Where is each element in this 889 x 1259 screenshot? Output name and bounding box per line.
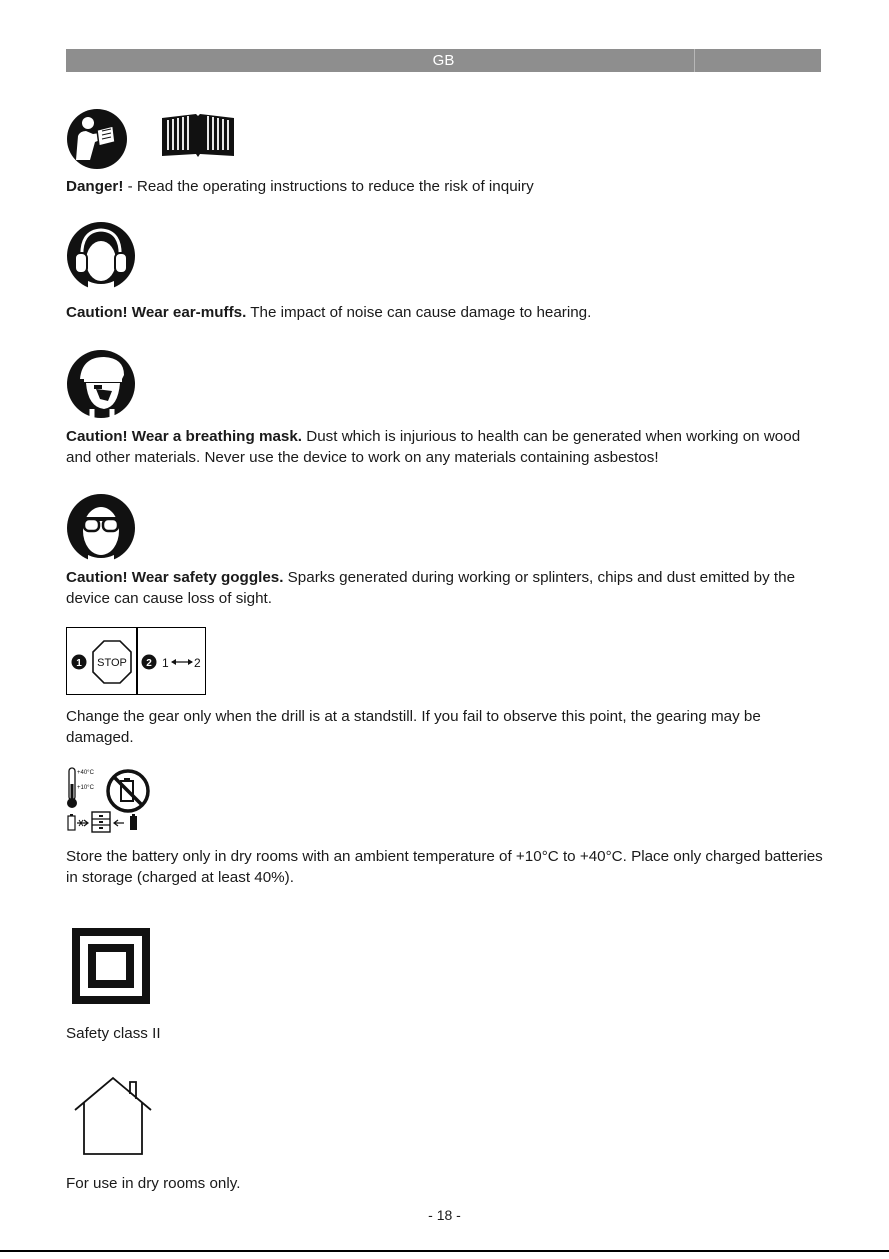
breathing-mask-body: Dust which is injurious to health can be generated when working on wood and other materials. Never use the device to work on any materials containing asbestos! [66, 428, 801, 466]
safety-goggles-text [66, 567, 826, 609]
temp-high-label: +40°C [77, 770, 94, 776]
manual-book-icon [160, 112, 236, 160]
bottom-border-line [0, 1250, 889, 1252]
gear-from-label: 1 [162, 656, 169, 670]
safety-goggles-body: Sparks generated during working or splinters, chips and dust emitted by the device can cause loss of sight. [66, 569, 796, 607]
gear-to-label: 2 [194, 656, 201, 670]
battery-storage-icon [66, 810, 142, 836]
breathing-mask-text [66, 426, 826, 468]
safety-class-text: Safety class II [66, 1025, 161, 1042]
house-icon [72, 1074, 154, 1156]
ear-muffs-label: Caution! Wear ear-muffs. [66, 304, 247, 321]
step-two-number: 2 [146, 658, 152, 669]
page-number: - 18 - [428, 1207, 461, 1223]
read-instructions-body: - Read the operating instructions to reduce the risk of inquiry [123, 178, 534, 195]
step-one-badge-icon [71, 654, 87, 670]
header-divider [694, 49, 695, 72]
thermometer-icon [66, 766, 108, 810]
gear-change-text: Change the gear only when the drill is at a standstill. If you fail to observe this point, the gearing may be damaged. [66, 708, 761, 746]
person-reading-icon [66, 108, 128, 170]
ear-muffs-icon [66, 221, 136, 291]
ear-muffs-body: The impact of noise can cause damage to hearing. [246, 304, 592, 321]
page-header-bar [66, 49, 821, 72]
battery-storage-text: Store the battery only in dry rooms with an ambient temperature of +10°C to +40°C. Place only charged batteries in storage (charged at least 40%). [66, 848, 823, 886]
language-code: GB [432, 52, 455, 69]
no-empty-battery-icon [106, 769, 150, 813]
read-instructions-text [66, 176, 826, 197]
safety-goggles-label: Caution! Wear safety goggles. [66, 569, 284, 586]
gear-change-diagram [66, 627, 206, 695]
breathing-mask-icon [66, 349, 136, 419]
step-two-badge-icon [141, 654, 157, 670]
stop-label: STOP [97, 657, 127, 669]
double-insulation-icon [70, 926, 152, 1006]
temp-low-label: +10°C [77, 785, 94, 791]
gear-box-divider [136, 628, 138, 694]
breathing-mask-label: Caution! Wear a breathing mask. [66, 428, 303, 445]
double-arrow-icon [159, 653, 205, 671]
stop-sign-icon [91, 639, 133, 685]
danger-label: Danger! [66, 178, 124, 195]
dry-rooms-text: For use in dry rooms only. [66, 1175, 241, 1192]
ear-muffs-text [66, 302, 826, 323]
safety-goggles-icon [66, 493, 136, 563]
step-one-number: 1 [76, 658, 82, 669]
